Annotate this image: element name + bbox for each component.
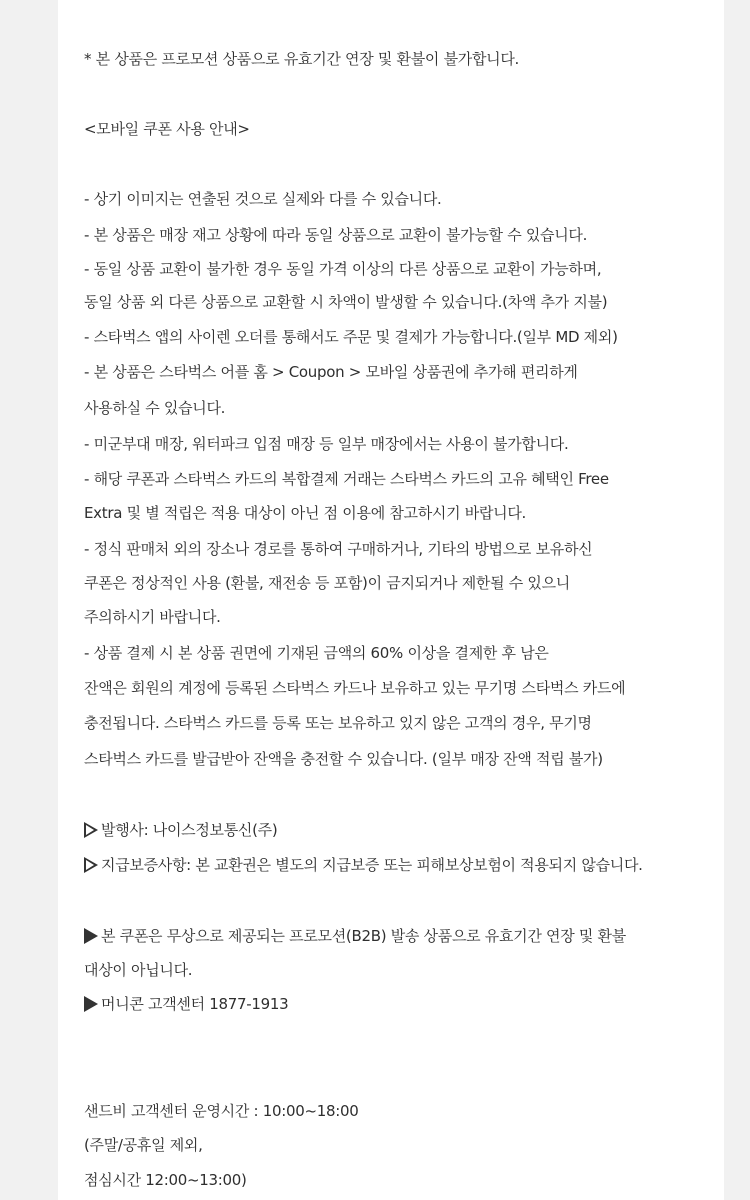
guide-item: - 상기 이미지는 연출된 것으로 실제와 다를 수 있습니다.	[84, 190, 442, 208]
solid-triangle-icon	[84, 928, 98, 944]
guide-item: Extra 및 별 적립은 적용 대상이 아닌 점 이용에 참고하시기 바랍니다.	[84, 504, 526, 522]
outline-triangle-icon	[84, 822, 98, 838]
guide-item: 쿠폰은 정상적인 사용 (환불, 재전송 등 포함)이 금지되거나 제한될 수 있으니	[84, 574, 570, 592]
call-center-row	[84, 994, 288, 1014]
issuer-row	[84, 820, 277, 840]
guide-item: - 정식 판매처 외의 장소나 경로를 통하여 구매하거나, 기타의 방법으로 보유하신	[84, 540, 593, 558]
guide-item: - 동일 상품 교환이 불가한 경우 동일 가격 이상의 다른 상품으로 교환이 가능하며,	[84, 260, 602, 278]
guide-item: - 스타벅스 앱의 사이렌 오더를 통해서도 주문 및 결제가 가능합니다.(일부 MD 제외)	[84, 328, 618, 346]
promo-notice: * 본 상품은 프로모션 상품으로 유효기간 연장 및 환불이 불가합니다.	[84, 50, 520, 68]
solid-triangle-icon	[84, 996, 98, 1012]
guarantee-row	[84, 855, 643, 875]
guide-item: - 본 상품은 스타벅스 어플 홈 > Coupon > 모바일 상품권에 추가해 편리하게	[84, 363, 578, 381]
b2b-row	[84, 926, 626, 946]
guide-item: 잔액은 회원의 계정에 등록된 스타벅스 카드나 보유하고 있는 무기명 스타벅스 카드에	[84, 679, 626, 697]
guide-item: - 본 상품은 매장 재고 상황에 따라 동일 상품으로 교환이 불가능할 수 있습니다.	[84, 226, 588, 244]
notice-sheet	[58, 0, 724, 1200]
guide-item: 충전됩니다. 스타벅스 카드를 등록 또는 보유하고 있지 않은 고객의 경우, 무기명	[84, 714, 592, 732]
guarantee-text: 지급보증사항: 본 교환권은 별도의 지급보증 또는 피해보상보험이 적용되지 않습니다.	[101, 856, 643, 874]
lunch-hours: 점심시간 12:00~13:00)	[84, 1171, 247, 1189]
outline-triangle-icon	[84, 857, 98, 873]
guide-item: 동일 상품 외 다른 상품으로 교환할 시 차액이 발생할 수 있습니다.(차액 추가 지불)	[84, 293, 608, 311]
guide-item: - 해당 쿠폰과 스타벅스 카드의 복합결제 거래는 스타벅스 카드의 고유 혜택인 Free	[84, 470, 609, 488]
guide-item: 사용하실 수 있습니다.	[84, 399, 226, 417]
guide-item: 주의하시기 바랍니다.	[84, 608, 221, 626]
issuer-text: 발행사: 나이스정보통신(주)	[101, 821, 278, 839]
guide-item: - 상품 결제 시 본 상품 권면에 기재된 금액의 60% 이상을 결제한 후 남은	[84, 644, 549, 662]
guide-item: - 미군부대 매장, 워터파크 입점 매장 등 일부 매장에서는 사용이 불가합니다.	[84, 435, 569, 453]
coupon-guide-title: <모바일 쿠폰 사용 안내>	[84, 120, 250, 138]
call-center-text: 머니콘 고객센터 1877-1913	[101, 995, 289, 1013]
b2b-row-continued: 대상이 아닙니다.	[84, 961, 193, 979]
b2b-text: 본 쿠폰은 무상으로 제공되는 프로모션(B2B) 발송 상품으로 유효기간 연장 및 환불	[101, 927, 626, 945]
operating-hours-note: (주말/공휴일 제외,	[84, 1136, 203, 1154]
operating-hours: 샌드비 고객센터 운영시간 : 10:00~18:00	[84, 1102, 359, 1120]
guide-item: 스타벅스 카드를 발급받아 잔액을 충전할 수 있습니다. (일부 매장 잔액 적립 불가)	[84, 750, 603, 768]
